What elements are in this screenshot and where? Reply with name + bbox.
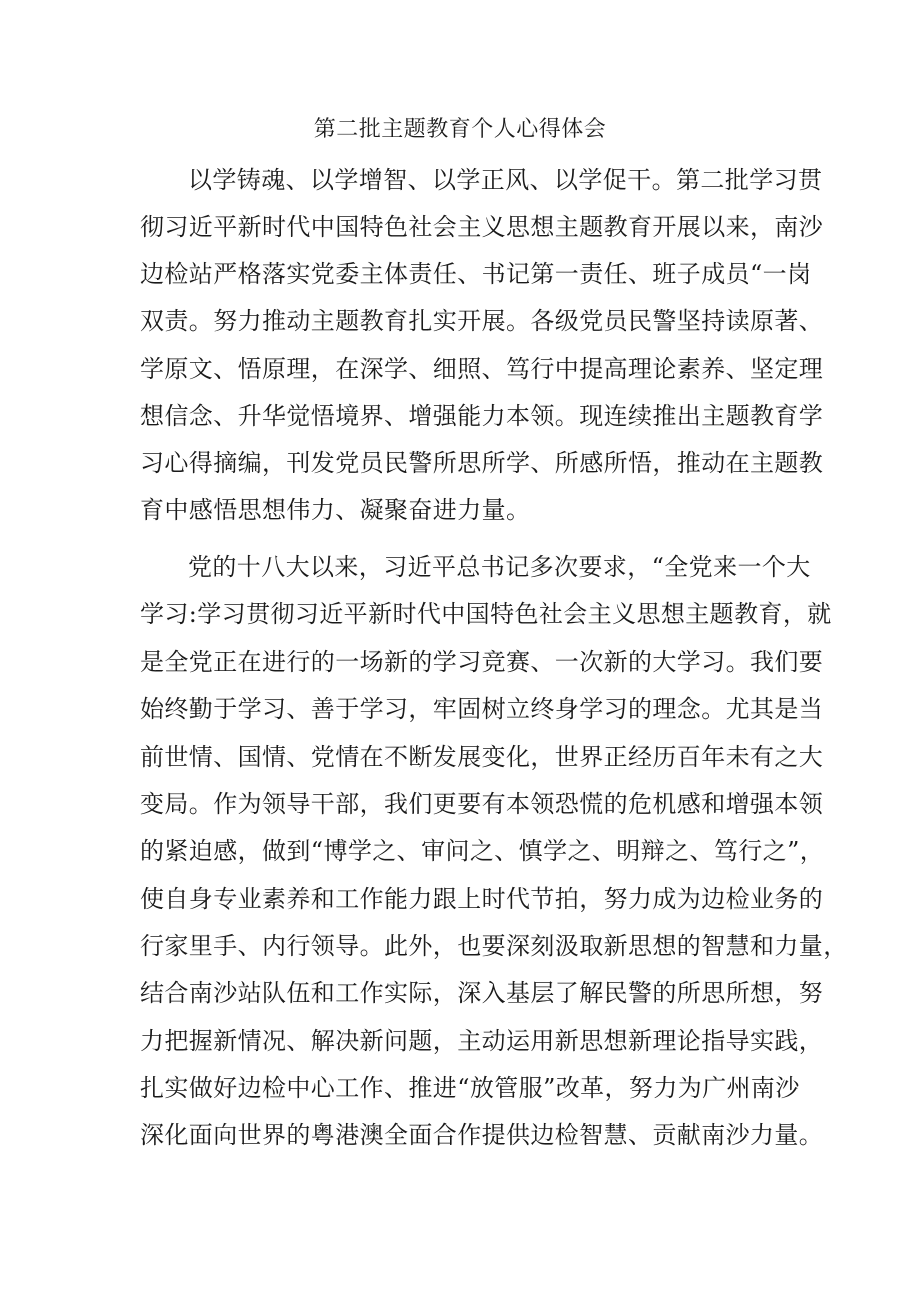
paragraph-2-line: 始终勤于学习、善于学习，牢固树立终身学习的理念。尤其是当 [140,695,824,723]
paragraph-2-line: 行家里手、内行领导。此外，也要深刻汲取新思想的智慧和力量， [140,932,848,960]
document-title: 第二批主题教育个人心得体会 [313,117,607,142]
paragraph-1-line: 学原文、悟原理，在深学、细照、笃行中提高理论素养、坚定理 [140,355,824,383]
paragraph-1-line: 以学铸魂、以学增智、以学正风、以学促干。第二批学习贯 [188,166,823,194]
paragraph-1-line: 想信念、升华觉悟境界、增强能力本领。现连续推出主题教育学 [140,402,824,430]
paragraph-2-line: 是全党正在进行的一场新的学习竞赛、一次新的大学习。我们要 [140,648,824,676]
paragraph-1-line: 育中感悟思想伟力、凝聚奋进力量。 [140,496,531,524]
paragraph-1-line: 边检站严格落实党委主体责任、书记第一责任、班子成员“一岗 [140,260,812,288]
paragraph-2-line: 学习:学习贯彻习近平新时代中国特色社会主义思想主题教育，就 [140,600,832,628]
paragraph-2-line: 党的十八大以来，习近平总书记多次要求，“全党来一个大 [188,553,811,581]
paragraph-2-line: 变局。作为领导干部，我们更要有本领恐慌的危机感和增强本领 [140,790,824,818]
paragraph-2-line: 深化面向世界的粤港澳全面合作提供边检智慧、贡献南沙力量。 [140,1121,824,1149]
paragraph-2-line: 前世情、国情、党情在不断发展变化，世界正经历百年未有之大 [140,743,824,771]
paragraph-1-line: 双责。努力推动主题教育扎实开展。各级党员民警坚持读原著、 [140,307,824,335]
paragraph-1-line: 习心得摘编，刊发党员民警所思所学、所感所悟，推动在主题教 [140,449,824,477]
paragraph-2-line: 扎实做好边检中心工作、推进“放管服”改革，努力为广州南沙 [140,1074,800,1102]
paragraph-2-line: 的紧迫感，做到“博学之、审问之、慎学之、明辩之、笃行之”， [140,837,825,865]
paragraph-1-line: 彻习近平新时代中国特色社会主义思想主题教育开展以来，南沙 [140,213,824,241]
paragraph-2-line: 使自身专业素养和工作能力跟上时代节拍，努力成为边检业务的 [140,885,824,913]
paragraph-2-line: 力把握新情况、解决新问题，主动运用新思想新理论指导实践， [140,1027,824,1055]
paragraph-2-line: 结合南沙站队伍和工作实际，深入基层了解民警的所思所想，努 [140,979,824,1007]
